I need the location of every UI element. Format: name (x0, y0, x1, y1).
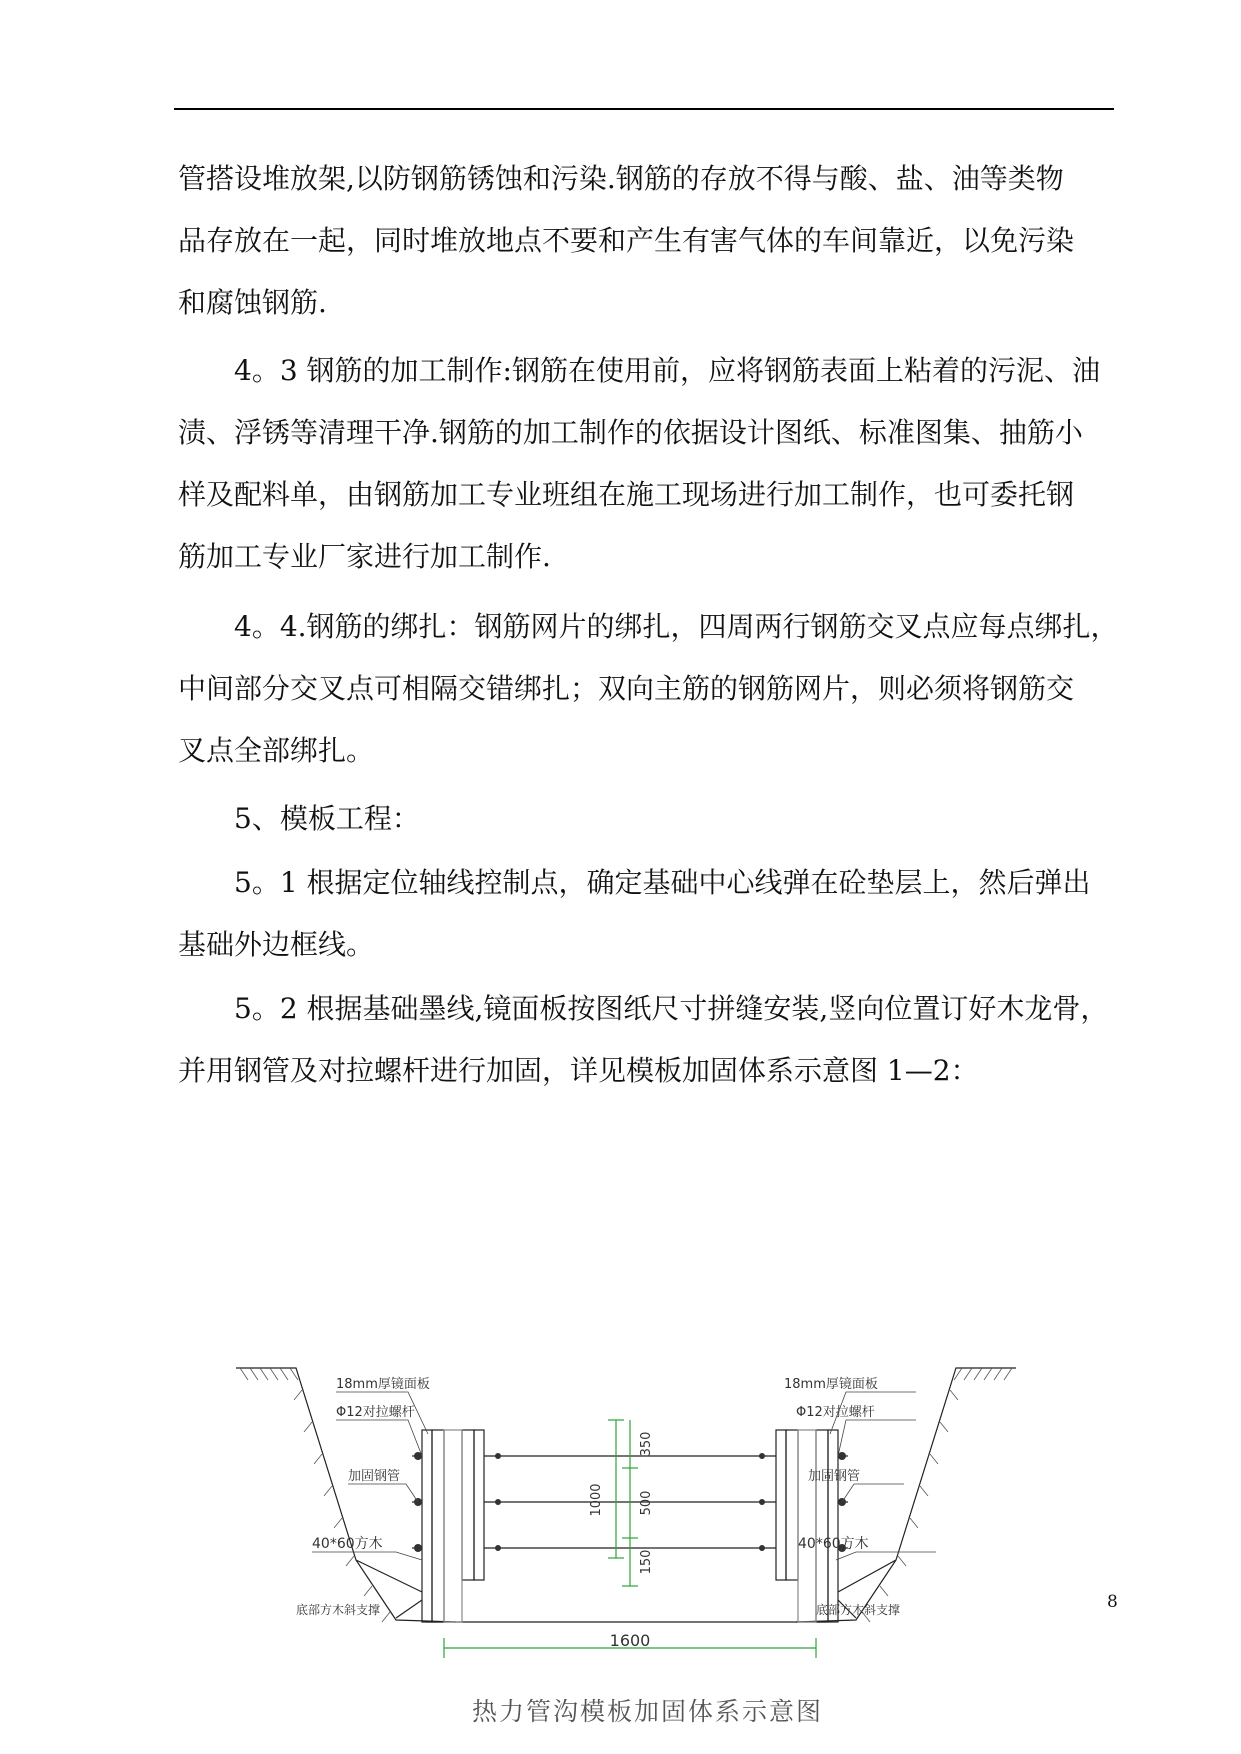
text-line: 筋加工专业厂家进行加工制作. (178, 540, 551, 573)
text-line: 基础外边框线。 (178, 928, 375, 961)
label-right-timber: 40*60方木 (798, 1536, 869, 1552)
text-line: 和腐蚀钢筋. (178, 286, 327, 319)
page-number: 8 (1107, 1592, 1118, 1612)
text-line: 样及配料单，由钢筋加工专业班组在施工现场进行加工制作，也可委托钢 (178, 478, 1075, 511)
text-line: 5。2 根据基础墨线,镜面板按图纸尺寸拼缝安装,竖向位置订好木龙骨， (234, 992, 1109, 1025)
dim-width: 1600 (609, 1631, 651, 1650)
text-line: 并用钢管及对拉螺杆进行加固，详见模板加固体系示意图 1—2： (178, 1054, 979, 1087)
label-left-panel: 18mm厚镜面板 (336, 1377, 430, 1392)
label-left-bolt: Φ12对拉螺杆 (336, 1405, 415, 1420)
paragraph-4-3 (178, 340, 1138, 588)
text-line: 4。3 钢筋的加工制作:钢筋在使用前，应将钢筋表面上粘着的污泥、油 (234, 354, 1100, 387)
text-line: 叉点全部绑扎。 (178, 734, 375, 767)
formwork-diagram (236, 1360, 1016, 1690)
label-right-bolt: Φ12对拉螺杆 (796, 1405, 875, 1420)
dim-mid: 500 (639, 1490, 654, 1516)
dim-height-total: 1000 (589, 1483, 604, 1517)
text-line: 4。4.钢筋的绑扎：钢筋网片的绑扎，四周两行钢筋交叉点应每点绑扎， (234, 610, 1119, 643)
heading-5 (178, 788, 1138, 850)
label-left-timber: 40*60方木 (312, 1536, 383, 1552)
paragraph-4-4 (178, 596, 1138, 782)
label-right-brace: 底部方木斜支撑 (816, 1603, 901, 1617)
label-left-pipe: 加固钢管 (348, 1469, 401, 1484)
text-line: 品存放在一起，同时堆放地点不要和产生有害气体的车间靠近，以免污染 (178, 224, 1075, 257)
paragraph-5-2 (178, 978, 1138, 1102)
dim-bottom: 150 (639, 1549, 654, 1575)
dim-top: 350 (639, 1431, 654, 1457)
label-right-pipe: 加固钢管 (808, 1469, 861, 1484)
paragraph-5-1 (178, 852, 1138, 976)
label-right-panel: 18mm厚镜面板 (784, 1377, 878, 1392)
header-rule (174, 108, 1114, 110)
text-line: 5。1 根据定位轴线控制点，确定基础中心线弹在砼垫层上，然后弹出 (234, 866, 1091, 899)
text-line: 5、模板工程： (234, 802, 420, 835)
text-line: 中间部分交叉点可相隔交错绑扎；双向主筋的钢筋网片，则必须将钢筋交 (178, 672, 1075, 705)
text-line: 渍、浮锈等清理干净.钢筋的加工制作的依据设计图纸、标准图集、抽筋小 (178, 416, 1083, 449)
text-line: 管搭设堆放架,以防钢筋锈蚀和污染.钢筋的存放不得与酸、盐、油等类物 (178, 162, 1064, 195)
figure-caption: 热力管沟模板加固体系示意图 (472, 1697, 824, 1726)
paragraph-storage (178, 148, 1138, 334)
label-left-brace: 底部方木斜支撑 (296, 1603, 381, 1617)
